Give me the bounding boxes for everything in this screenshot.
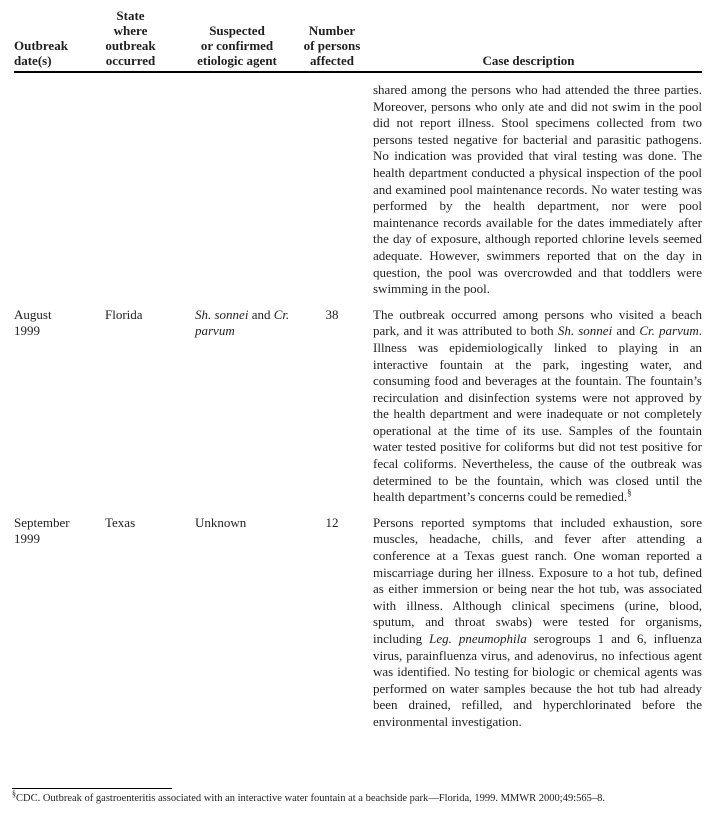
table-header-row (14, 8, 702, 73)
organism-name: Cr. parvum (195, 306, 290, 339)
text-segment: . Illness was epidemiologically linked to playing in an interactive fountain at the park, ingesting water, and consuming food and beverages at the fountain. The fountain’s recirculation and disinfection systems were not approved by the health department and were inadequate or not completely operational at the time of its use. Samples of the fountain water tested positive for coliforms but did not test positive for fecal coliforms. Nevertheless, the cause of the outbreak was determined to be the fountain, which was closed until the health department’s concerns could be remedied. (373, 323, 702, 505)
state-cell: Florida (105, 306, 143, 322)
table-row (14, 515, 702, 731)
organism-name: Cr. parvum (639, 323, 699, 339)
table-row (14, 307, 702, 506)
text-segment: The outbreak occurred among persons who visited a beach park, and it was attributed to both (373, 306, 702, 339)
organism-name: Leg. pneumophila (429, 631, 527, 646)
text-segment: Unknown (195, 514, 247, 530)
persons-affected-cell: 12 (325, 514, 339, 530)
footnote-text (12, 789, 698, 805)
table-row (14, 82, 702, 298)
etiologic-agent-cell (191, 515, 299, 731)
column-header-date: Outbreak date(s) (14, 38, 68, 68)
text-segment: and (248, 306, 274, 322)
footnote-citation: CDC. Outbreak of gastroenteritis associated with an interactive water fountain at a beachside park—Florida, 1999. MMWR 2000;49:565–8. (16, 793, 606, 804)
column-header-number: Number of persons affected (303, 23, 361, 68)
table-body (14, 82, 702, 731)
persons-affected-cell: 38 (325, 306, 339, 322)
etiologic-agent-cell (191, 82, 299, 298)
text-segment: and (612, 323, 640, 339)
persons-affected-cell (299, 82, 373, 298)
organism-name: Sh. sonnei (195, 306, 249, 322)
text-segment: Persons reported symptoms that included exhaustion, sore muscles, headache, chills, and fever after attending a conference at a Texas guest ranch. One woman reported a miscarriage during her illness. Exposure to a hot tub, defined as either immersion or being near the hot tub, was associated with illness. Although clinical specimens (urine, blood, sputum, and throat swabs) were tested for organisms, including (373, 514, 702, 646)
case-description-cell (373, 307, 702, 506)
column-header-agent: Suspected or confirmed etiologic agent (197, 23, 277, 68)
etiologic-agent-cell (191, 307, 299, 506)
outbreak-date-cell: September 1999 (14, 514, 70, 547)
footnote (12, 788, 698, 805)
footnote-marker: § (12, 789, 16, 799)
case-description-cell (373, 515, 702, 731)
state-cell: Texas (105, 514, 136, 530)
case-description-cell (373, 82, 702, 298)
text-segment: shared among the persons who had attended the three parties. Moreover, persons who only ate and did not swim in the pool did not report illness. Stool specimens collected from two persons tested negative for bacterial and parasitic pathogens. No indication was provided that viral testing was done. The health department conducted a physical inspection of the pool and examined pool maintenance records. No water testing was performed by the health department, nor were pool maintenance records available for the dates immediately after the day of exposure, although reported chlorine levels seemed adequate. However, swimmers reported that on the day in question, the pool was overcrowded and that toddlers were swimming in the pool. (373, 82, 702, 297)
footnote-reference-marker: § (627, 487, 632, 498)
state-cell (100, 82, 191, 298)
organism-name: Sh. sonnei (557, 323, 613, 339)
text-segment: serogroups 1 and 6, influenza virus, parainfluenza virus, and adenovirus, no infectious agent was identified. No testing for biologic or chemical agents was performed on water samples because the hot tub had already been drained, refilled, and hyperchlorinated before the environmental investigation. (373, 631, 702, 729)
column-header-state: State where outbreak occurred (105, 8, 156, 68)
outbreak-date-cell: August 1999 (14, 306, 52, 339)
footnote-divider (12, 788, 172, 789)
outbreak-date-cell (14, 82, 100, 298)
column-header-description: Case description (482, 53, 575, 68)
